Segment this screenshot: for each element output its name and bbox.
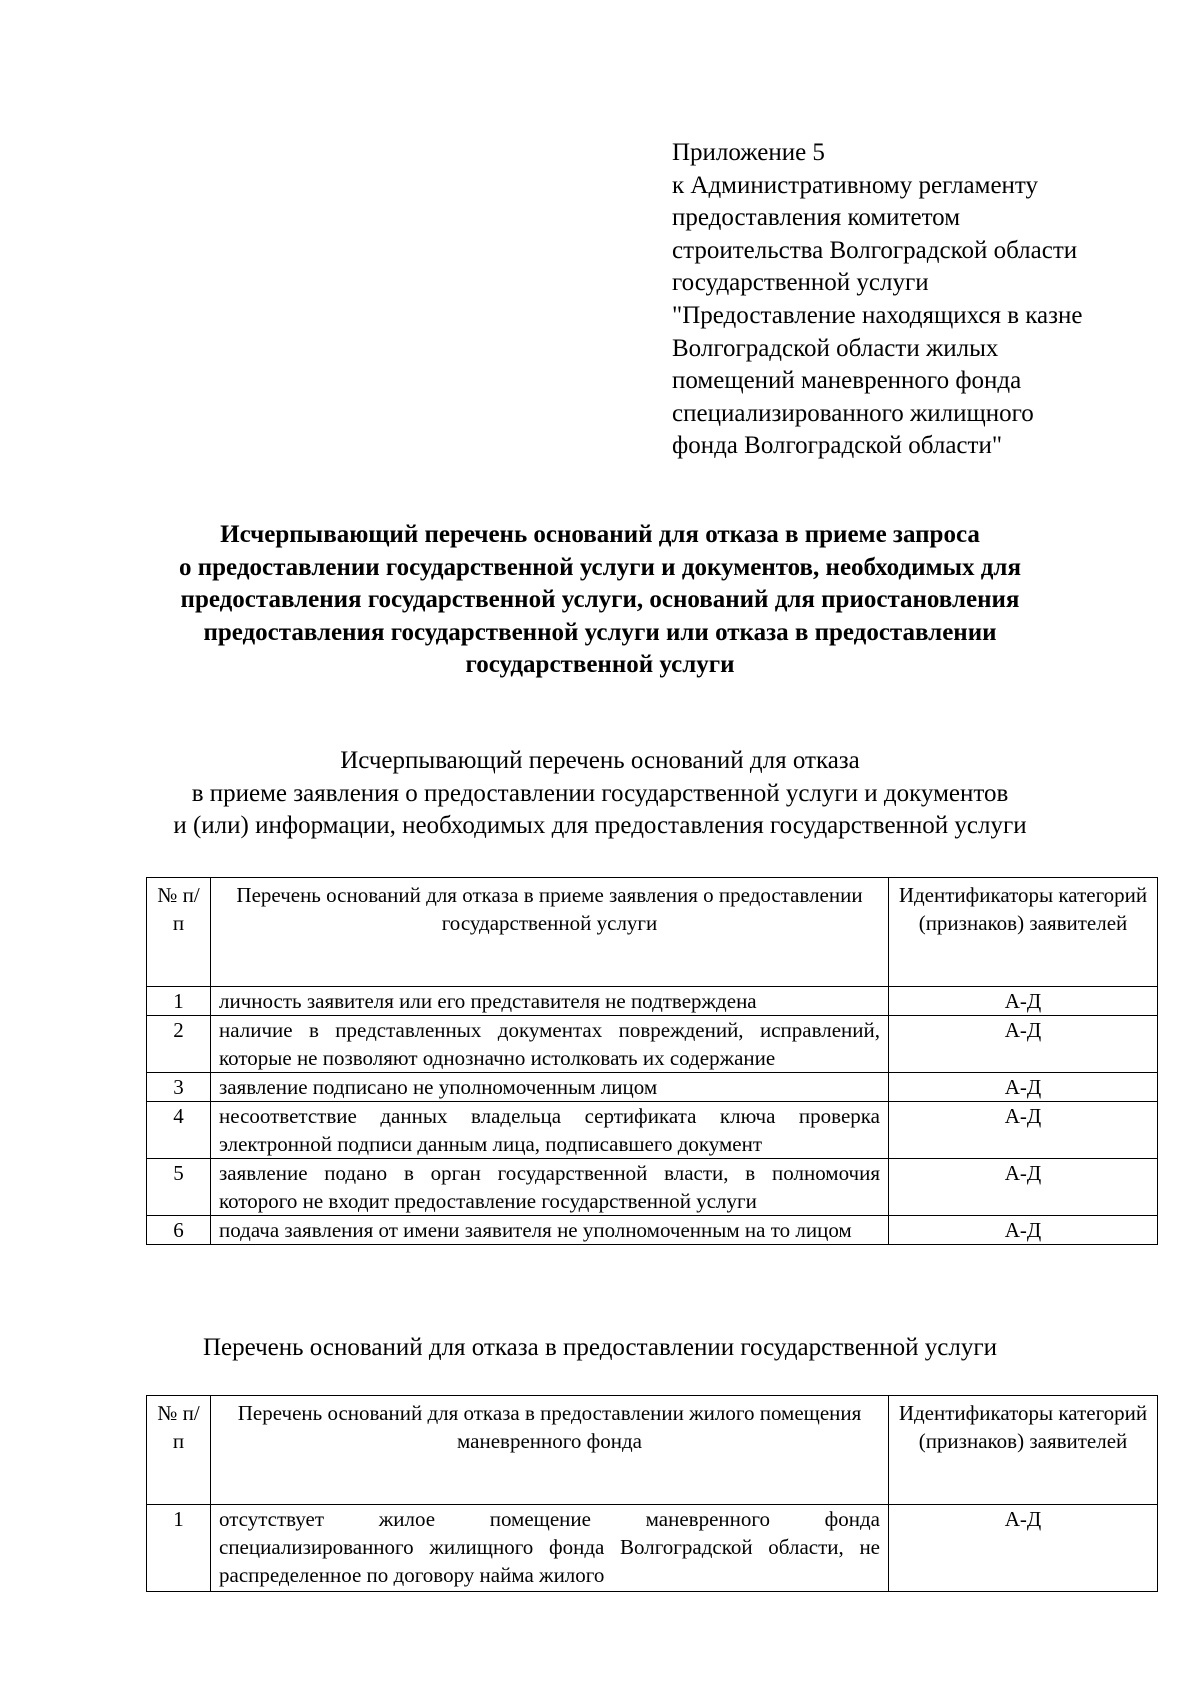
row-num: 4 bbox=[147, 1102, 211, 1159]
refusal-service-table bbox=[146, 1395, 1158, 1592]
appendix-line: фонда Волгоградской области" bbox=[672, 432, 1003, 460]
header-reason: Перечень оснований для отказа в предоставлении жилого помещения маневренного фонда bbox=[211, 1396, 889, 1505]
table-row bbox=[147, 1159, 1158, 1216]
header-category: Идентификаторы категорий (признаков) заявителей bbox=[889, 878, 1158, 987]
row-num: 6 bbox=[147, 1216, 211, 1245]
row-reason: несоответствие данных владельца сертификата ключа проверка электронной подписи данным лица, подписавшего документ bbox=[211, 1102, 889, 1159]
table-row bbox=[147, 1016, 1158, 1073]
row-num: 2 bbox=[147, 1016, 211, 1073]
appendix-line: Приложение 5 bbox=[672, 139, 825, 166]
section1-title-line: в приеме заявления о предоставлении государственной услуги и документов bbox=[191, 779, 1009, 807]
title-line: предоставления государственной услуги или отказа в предоставлении bbox=[203, 618, 997, 646]
title-line: государственной услуги bbox=[465, 651, 735, 679]
row-category: А-Д bbox=[889, 1016, 1158, 1073]
table-header-row bbox=[147, 878, 1158, 987]
table-row bbox=[147, 1505, 1158, 1592]
appendix-line: Волгоградской области жилых bbox=[672, 334, 999, 362]
section1-title-line: Исчерпывающий перечень оснований для отказа bbox=[340, 747, 860, 774]
appendix-line: помещений маневренного фонда bbox=[672, 367, 1022, 395]
header-num: № п/п bbox=[147, 878, 211, 987]
header-num: № п/п bbox=[147, 1396, 211, 1505]
row-num: 1 bbox=[147, 1505, 211, 1592]
table-row bbox=[147, 1102, 1158, 1159]
header-reason: Перечень оснований для отказа в приеме заявления о предоставлении государственной услуги bbox=[211, 878, 889, 987]
row-category: А-Д bbox=[889, 1505, 1158, 1592]
row-reason: заявление подписано не уполномоченным лицом bbox=[211, 1073, 889, 1102]
row-category: А-Д bbox=[889, 987, 1158, 1016]
row-category: А-Д bbox=[889, 1216, 1158, 1245]
title-line: о предоставлении государственной услуги и документов, необходимых для bbox=[179, 553, 1021, 581]
section1-title-line: и (или) информации, необходимых для предоставления государственной услуги bbox=[173, 812, 1027, 840]
section1-title bbox=[100, 745, 1100, 843]
row-category: А-Д bbox=[889, 1102, 1158, 1159]
row-reason: личность заявителя или его представителя не подтверждена bbox=[211, 987, 889, 1016]
appendix-line: предоставления комитетом bbox=[672, 204, 961, 232]
row-reason: наличие в представленных документах повреждений, исправлений, которые не позволяют однозначно истолковать их содержание bbox=[211, 1016, 889, 1073]
appendix-block bbox=[672, 137, 1172, 463]
table-row bbox=[147, 1073, 1158, 1102]
appendix-line: "Предоставление находящихся в казне bbox=[672, 301, 1083, 329]
appendix-line: государственной услуги bbox=[672, 269, 929, 297]
title-line: предоставления государственной услуги, оснований для приостановления bbox=[180, 586, 1020, 614]
row-num: 3 bbox=[147, 1073, 211, 1102]
row-reason: заявление подано в орган государственной власти, в полномочия которого не входит предоставление государственной услуги bbox=[211, 1159, 889, 1216]
table-row bbox=[147, 987, 1158, 1016]
row-category: А-Д bbox=[889, 1073, 1158, 1102]
section2-title: Перечень оснований для отказа в предоставлении государственной услуги bbox=[202, 1334, 998, 1361]
refusal-reception-table bbox=[146, 877, 1158, 1245]
row-num: 1 bbox=[147, 987, 211, 1016]
table-header-row bbox=[147, 1396, 1158, 1505]
table-row bbox=[147, 1216, 1158, 1245]
title-line: Исчерпывающий перечень оснований для отказа в приеме запроса bbox=[220, 521, 980, 548]
header-category: Идентификаторы категорий (признаков) заявителей bbox=[889, 1396, 1158, 1505]
appendix-line: специализированного жилищного bbox=[672, 399, 1034, 427]
row-num: 5 bbox=[147, 1159, 211, 1216]
row-reason: отсутствует жилое помещение маневренного фонда специализированного жилищного фонда Волгоградской области, не распределенное по договору найма жилого bbox=[211, 1505, 889, 1592]
document-title bbox=[100, 519, 1100, 682]
appendix-line: к Административному регламенту bbox=[672, 171, 1039, 199]
row-reason: подача заявления от имени заявителя не уполномоченным на то лицом bbox=[211, 1216, 889, 1245]
appendix-line: строительства Волгоградской области bbox=[672, 236, 1078, 264]
row-category: А-Д bbox=[889, 1159, 1158, 1216]
